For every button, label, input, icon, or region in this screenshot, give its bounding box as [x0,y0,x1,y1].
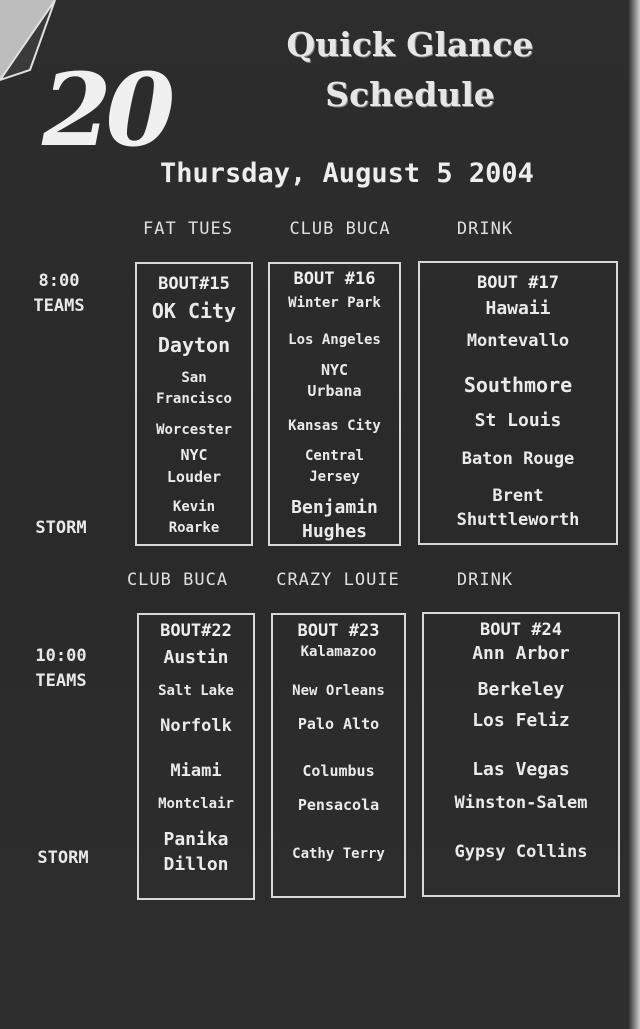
schedule-date: Thursday, August 5 2004 [160,158,534,189]
team-name: Worcester [156,422,232,438]
venue-label: FAT TUES [143,219,233,239]
team-name: OK City [151,299,237,323]
team-name: Cathy Terry [292,846,385,862]
team-name: Winter Park [288,295,381,311]
team-name: St Louis [474,410,562,431]
team-name: Berkeley [477,679,565,700]
team-name: Kansas City [288,418,381,434]
team-name: Hawaii [485,298,551,319]
event-logo: 20 [42,51,170,169]
team-name: NYC Louder [166,446,222,486]
title-line-2: Schedule [325,75,495,114]
page-edge [628,0,640,1029]
team-name: New Orleans [292,683,385,699]
teams-label: TEAMS [35,671,87,691]
team-name: Montevallo [466,331,570,351]
team-name: Pensacola [297,796,380,814]
team-name: Columbus [302,762,375,780]
session-time: 10:00 [35,646,87,666]
team-name: Montclair [158,796,234,812]
team-name: Kalamazoo [300,644,377,660]
team-name: San Francisco [156,370,232,407]
bout-title: BOUT #16 [293,269,376,289]
bout-title: BOUT #17 [477,273,559,293]
team-name: NYC Urbana [307,361,362,400]
team-name: Palo Alto [297,715,380,733]
team-name: Las Vegas [472,759,570,780]
team-name: Ann Arbor [472,643,570,664]
team-name: Los Angeles [288,332,381,348]
page-title [230,20,590,120]
bout-title: BOUT #23 [297,621,380,641]
session-time: 8:00 [38,271,80,291]
bout-box [135,262,253,546]
team-name: Los Feliz [472,710,570,731]
bout-title: BOUT #24 [480,620,562,640]
bout-box [268,262,401,546]
venue-label: CRAZY LOUIE [276,570,400,590]
venue-label: DRINK [456,570,514,590]
team-name: Austin [163,647,229,668]
bout-box [418,261,618,545]
team-name: Panika Dillon [163,829,229,875]
bout-box [137,613,255,900]
bout-box [422,612,620,897]
team-name: Kevin Roarke [168,499,220,536]
venue-label: DRINK [456,219,514,239]
storm-label: STORM [35,518,87,538]
team-name: Central Jersey [304,448,364,485]
title-line-1: Quick Glance [286,25,534,64]
team-name: Salt Lake [158,683,234,699]
team-name: Gypsy Collins [454,842,588,862]
bout-title: BOUT#22 [160,621,232,641]
bout-title: BOUT#15 [158,274,230,294]
team-name: Norfolk [160,716,232,736]
team-name: Benjamin Hughes [291,497,378,542]
venue-label: CLUB BUCA [126,570,229,590]
team-name: Southmore [463,373,573,397]
team-name: Winston-Salem [454,793,588,813]
team-name: Baton Rouge [461,449,575,469]
storm-label: STORM [37,848,89,868]
team-name: Dayton [157,333,231,357]
teams-label: TEAMS [33,296,85,316]
team-name: Miami [170,761,222,781]
bout-box [271,613,406,898]
team-name: Brent Shuttleworth [456,486,580,530]
venue-label: CLUB BUCA [289,219,391,239]
